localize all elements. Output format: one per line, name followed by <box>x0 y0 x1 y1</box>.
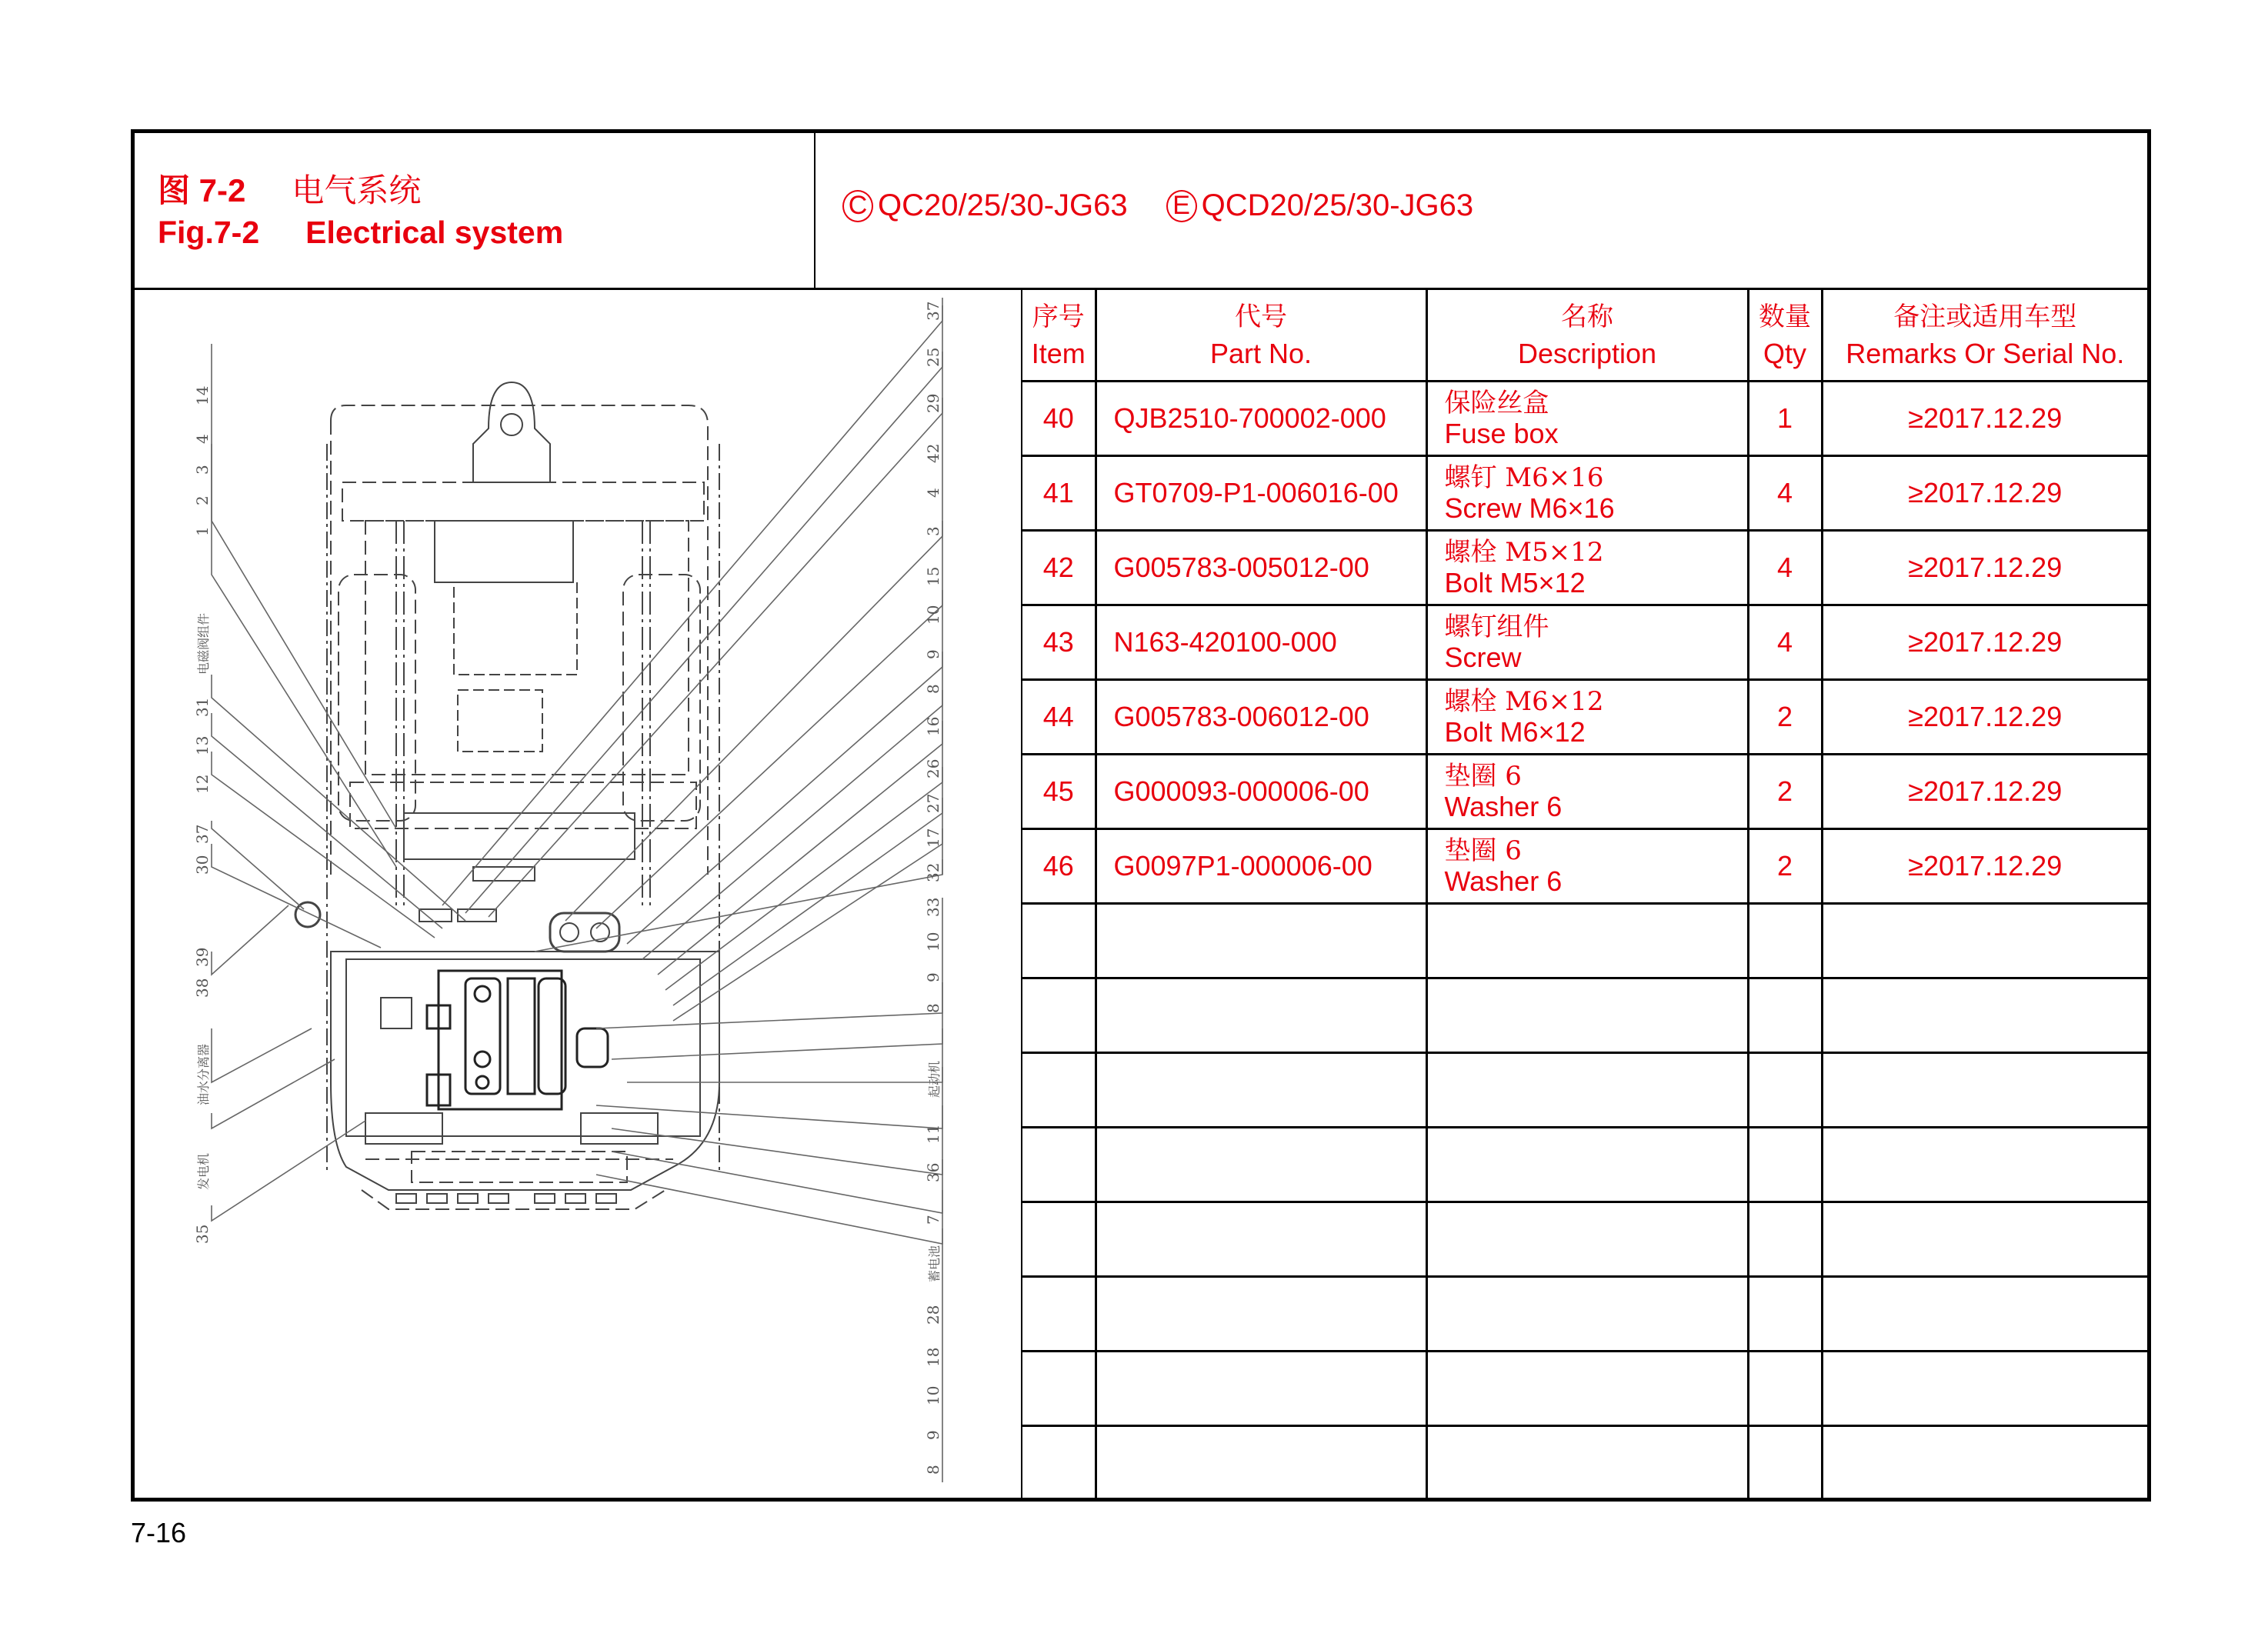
svg-text:3: 3 <box>924 526 942 536</box>
header-divider <box>814 133 815 288</box>
svg-text:8: 8 <box>924 1003 942 1013</box>
cell-remarks: ≥2017.12.29 <box>1822 605 2147 680</box>
table-row-empty <box>1022 904 2147 978</box>
title-en-text: Electrical system <box>305 215 564 250</box>
col-header-qty: 数量 Qty <box>1748 290 1822 382</box>
cell-part-no: G005783-006012-00 <box>1096 680 1426 755</box>
svg-text:16: 16 <box>924 716 942 736</box>
svg-text:31: 31 <box>193 697 212 717</box>
svg-text:35: 35 <box>193 1224 212 1244</box>
cell-part-no: GT0709-P1-006016-00 <box>1096 456 1426 531</box>
svg-text:10: 10 <box>924 605 942 625</box>
cell-qty: 1 <box>1748 382 1822 456</box>
cell-description: 保险丝盒 Fuse box <box>1426 382 1748 456</box>
svg-text:4: 4 <box>924 488 942 498</box>
applicable-models <box>842 188 1473 223</box>
circled-c-icon: C <box>842 190 873 222</box>
table-row-empty <box>1022 1352 2147 1426</box>
cell-description: 螺栓 M5×12 Bolt M5×12 <box>1426 531 1748 605</box>
cell-description: 螺钉 M6×16 Screw M6×16 <box>1426 456 1748 531</box>
model-e-name: QCD20/25/30-JG63 <box>1201 188 1474 222</box>
cell-qty: 4 <box>1748 531 1822 605</box>
svg-text:9: 9 <box>924 972 942 982</box>
forklift-chassis-drawing-icon <box>135 290 1019 1498</box>
table-row <box>1022 531 2147 605</box>
cell-item: 42 <box>1022 531 1096 605</box>
svg-text:9: 9 <box>924 649 942 659</box>
svg-text:28: 28 <box>924 1305 942 1325</box>
table-row-empty <box>1022 1426 2147 1500</box>
svg-text:10: 10 <box>924 1385 942 1405</box>
svg-text:起动机: 起动机 <box>927 1060 942 1098</box>
cell-part-no: G005783-005012-00 <box>1096 531 1426 605</box>
svg-text:37: 37 <box>924 301 942 321</box>
svg-text:38: 38 <box>193 978 212 998</box>
col-header-description: 名称 Description <box>1426 290 1748 382</box>
svg-text:30: 30 <box>193 855 212 875</box>
figure-number-cn: 图 7-2 <box>158 172 246 208</box>
cell-qty: 4 <box>1748 456 1822 531</box>
cell-item: 46 <box>1022 829 1096 904</box>
cell-remarks: ≥2017.12.29 <box>1822 680 2147 755</box>
svg-text:29: 29 <box>924 393 942 413</box>
col-header-item: 序号 Item <box>1022 290 1096 382</box>
figure-title-english <box>158 215 563 251</box>
title-cn-text: 电气系统 <box>292 172 422 208</box>
svg-text:27: 27 <box>924 793 942 813</box>
svg-text:8: 8 <box>924 684 942 694</box>
svg-text:15: 15 <box>924 566 942 586</box>
electrical-system-drawing <box>135 290 1019 1498</box>
table-row <box>1022 680 2147 755</box>
svg-text:32: 32 <box>924 862 942 882</box>
svg-text:7: 7 <box>924 1215 942 1225</box>
cell-description: 垫圈 6 Washer 6 <box>1426 755 1748 829</box>
svg-text:26: 26 <box>924 758 942 778</box>
page-number: 7-16 <box>131 1517 187 1548</box>
cell-part-no: G0097P1-000006-00 <box>1096 829 1426 904</box>
cell-qty: 2 <box>1748 829 1822 904</box>
parts-list-table <box>1021 290 2147 1498</box>
cell-remarks: ≥2017.12.29 <box>1822 456 2147 531</box>
svg-text:14: 14 <box>193 385 212 405</box>
table-row-empty <box>1022 1128 2147 1202</box>
cell-item: 45 <box>1022 755 1096 829</box>
table-row-empty <box>1022 978 2147 1053</box>
svg-text:10: 10 <box>924 932 942 952</box>
svg-text:9: 9 <box>924 1430 942 1440</box>
cell-description: 螺栓 M6×12 Bolt M6×12 <box>1426 680 1748 755</box>
svg-text:蓄电池: 蓄电池 <box>927 1245 942 1282</box>
cell-remarks: ≥2017.12.29 <box>1822 829 2147 904</box>
cell-item: 43 <box>1022 605 1096 680</box>
table-row-empty <box>1022 1202 2147 1277</box>
table-row <box>1022 605 2147 680</box>
table-row-empty <box>1022 1053 2147 1128</box>
col-header-remarks: 备注或适用车型 Remarks Or Serial No. <box>1822 290 2147 382</box>
cell-item: 41 <box>1022 456 1096 531</box>
svg-text:25: 25 <box>924 347 942 367</box>
cell-description: 垫圈 6 Washer 6 <box>1426 829 1748 904</box>
svg-text:42: 42 <box>924 443 942 463</box>
svg-text:8: 8 <box>924 1465 942 1475</box>
svg-text:4: 4 <box>193 434 212 444</box>
table-row <box>1022 755 2147 829</box>
svg-text:发电机: 发电机 <box>196 1152 211 1190</box>
parts-page-frame <box>131 129 2151 1502</box>
table-header-row <box>1022 290 2147 382</box>
cell-remarks: ≥2017.12.29 <box>1822 531 2147 605</box>
figure-title-chinese <box>158 165 421 212</box>
svg-text:电磁阀组件: 电磁阀组件 <box>196 612 211 675</box>
svg-text:37: 37 <box>193 824 212 844</box>
cell-remarks: ≥2017.12.29 <box>1822 382 2147 456</box>
table-row-empty <box>1022 1277 2147 1352</box>
model-c-name: QC20/25/30-JG63 <box>878 188 1128 222</box>
svg-text:1: 1 <box>193 526 212 536</box>
cell-item: 44 <box>1022 680 1096 755</box>
cell-qty: 4 <box>1748 605 1822 680</box>
svg-text:13: 13 <box>193 735 212 755</box>
svg-text:12: 12 <box>193 774 212 794</box>
cell-remarks: ≥2017.12.29 <box>1822 755 2147 829</box>
cell-description: 螺钉组件 Screw <box>1426 605 1748 680</box>
svg-text:11: 11 <box>924 1124 942 1144</box>
cell-qty: 2 <box>1748 755 1822 829</box>
svg-text:2: 2 <box>193 495 212 505</box>
table-row <box>1022 456 2147 531</box>
figure-number-en: Fig.7-2 <box>158 215 260 250</box>
circled-e-icon: E <box>1166 190 1197 222</box>
svg-text:17: 17 <box>924 828 942 848</box>
table-row <box>1022 829 2147 904</box>
svg-text:油水分离器: 油水分离器 <box>196 1043 211 1105</box>
cell-item: 40 <box>1022 382 1096 456</box>
cell-qty: 2 <box>1748 680 1822 755</box>
cell-part-no: QJB2510-700002-000 <box>1096 382 1426 456</box>
table-row <box>1022 382 2147 456</box>
cell-part-no: G000093-000006-00 <box>1096 755 1426 829</box>
svg-text:18: 18 <box>924 1347 942 1367</box>
svg-text:36: 36 <box>924 1162 942 1182</box>
cell-part-no: N163-420100-000 <box>1096 605 1426 680</box>
col-header-part-no: 代号 Part No. <box>1096 290 1426 382</box>
svg-text:3: 3 <box>193 465 212 475</box>
svg-text:39: 39 <box>193 947 212 967</box>
svg-text:33: 33 <box>924 897 942 917</box>
